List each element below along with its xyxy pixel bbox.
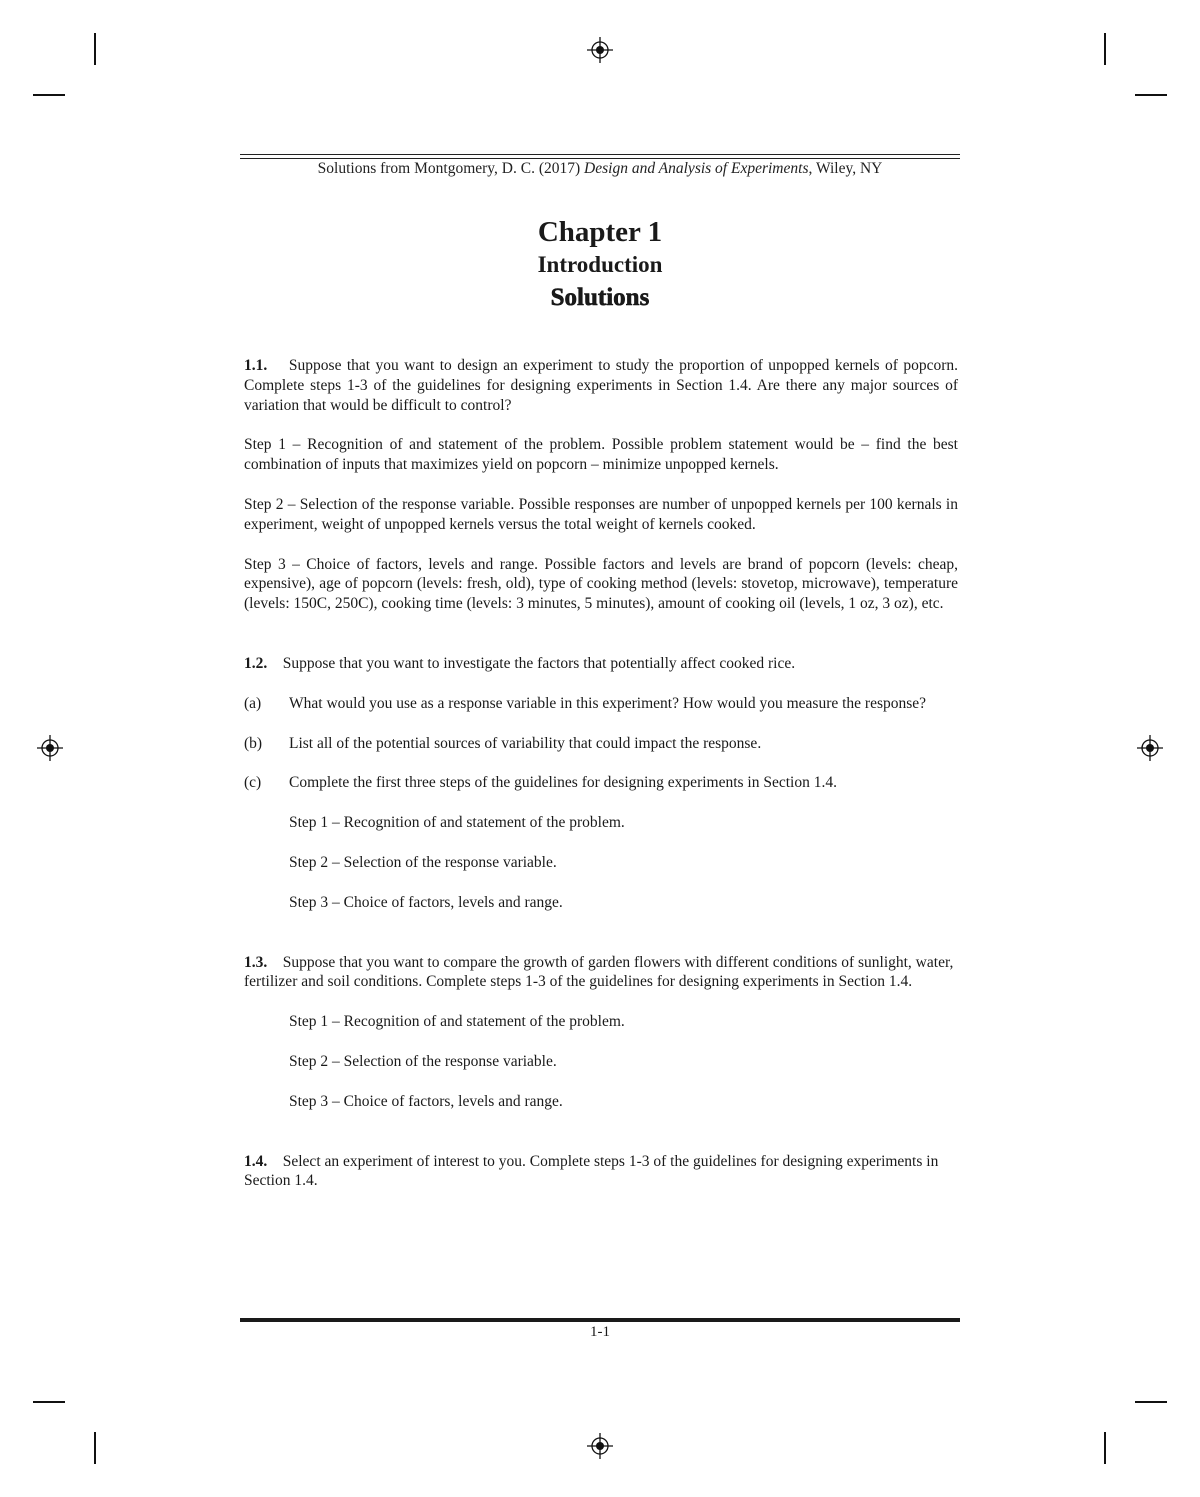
- crop-mark-bottom-left-horizontal: [33, 1401, 65, 1403]
- problem-1-2-part-a: [244, 694, 958, 714]
- problem-1-1: [244, 356, 958, 415]
- crop-mark-top-right-horizontal: [1135, 94, 1167, 96]
- registration-mark-bottom-icon: [587, 1433, 613, 1459]
- header-book-title: Design and Analysis of Experiments: [584, 160, 809, 177]
- page-content: [244, 356, 958, 1191]
- title-block: [240, 214, 960, 316]
- problem-1-2: [244, 654, 958, 674]
- problem-text: Select an experiment of interest to you. Complete steps 1-3 of the guidelines for designing experiments in Section 1.4.: [244, 1152, 939, 1190]
- header-citation: Solutions from Montgomery, D. C. (2017): [317, 160, 585, 177]
- part-text: What would you use as a response variable in this experiment? How would you measure the response?: [289, 694, 927, 712]
- part-text: List all of the potential sources of variability that could impact the response.: [289, 734, 762, 752]
- problem-1-4: [244, 1152, 958, 1192]
- registration-mark-top-icon: [587, 37, 613, 63]
- header-rule: [240, 154, 960, 159]
- part-label: (c): [244, 774, 262, 792]
- problem-1-2-part-b: [244, 734, 958, 754]
- chapter-title: Chapter 1: [537, 216, 663, 248]
- problem-1-1-step-1: Step 1 – Recognition of and statement of the problem. Possible problem statement would be – find the best combination of inputs that maximizes yield on popcorn – minimize unpopped kernels.: [244, 436, 958, 474]
- registration-mark-left-icon: [37, 735, 63, 761]
- part-label: (a): [244, 694, 262, 712]
- running-header: [240, 160, 960, 178]
- crop-mark-bottom-right-vertical: [1104, 1432, 1106, 1464]
- problem-number: 1.2.: [244, 654, 268, 672]
- problem-number: 1.1.: [244, 357, 268, 374]
- problem-1-3: [244, 953, 958, 993]
- problem-number: 1.4.: [244, 1152, 268, 1170]
- page-number: 1-1: [590, 1324, 610, 1340]
- problem-1-1-step-3: Step 3 – Choice of factors, levels and range. Possible factors and levels are brand of popcorn (levels: cheap, expensive), age of popcorn (levels: fresh, old), type of cooking method (levels: stovetop, microwave), temperature (levels: 150C, 250C), cooking time (levels: 3 minutes, 5 minutes), amount of cooking oil (levels, 1 oz, 3 oz), etc.: [244, 555, 958, 613]
- problem-text: Suppose that you want to design an experiment to study the proportion of unpopped kernels of popcorn. Complete steps 1-3 of the guidelines for designing experiments in Section 1.4. Are there any major sources of variation that would be difficult to control?: [244, 357, 958, 414]
- part-label: (b): [244, 734, 263, 752]
- solutions-title: Solutions: [550, 284, 650, 311]
- problem-1-3-step-2: Step 2 – Selection of the response variable.: [289, 1052, 557, 1070]
- problem-1-1-step-2: Step 2 – Selection of the response variable. Possible responses are number of unpopped kernels per 100 kernals in experiment, weight of unpopped kernels versus the total weight of kernels cooked.: [244, 495, 958, 533]
- problem-1-2-part-c: [244, 773, 958, 793]
- chapter-subtitle: Introduction: [537, 252, 663, 277]
- problem-1-2-step-2: Step 2 – Selection of the response variable.: [289, 853, 557, 871]
- footer-rule: [240, 1318, 960, 1322]
- header-publisher: , Wiley, NY: [808, 160, 883, 177]
- problem-1-3-step-1: Step 1 – Recognition of and statement of the problem.: [289, 1013, 625, 1031]
- crop-mark-bottom-left-vertical: [94, 1432, 96, 1464]
- problem-number: 1.3.: [244, 953, 268, 971]
- problem-1-3-step-3: Step 3 – Choice of factors, levels and range.: [289, 1092, 563, 1110]
- problem-text: Suppose that you want to compare the growth of garden flowers with different conditions of sunlight, water, fertilizer and soil conditions. Complete steps 1-3 of the guidelines for designing experiments in Section 1.4.: [244, 953, 954, 991]
- part-text: Complete the first three steps of the guidelines for designing experiments in Section 1.4.: [289, 774, 837, 792]
- crop-mark-top-right-vertical: [1104, 33, 1106, 65]
- problem-text: Suppose that you want to investigate the factors that potentially affect cooked rice.: [282, 654, 796, 672]
- crop-mark-top-left-horizontal: [33, 94, 65, 96]
- problem-1-2-step-3: Step 3 – Choice of factors, levels and range.: [289, 893, 563, 911]
- crop-mark-bottom-right-horizontal: [1135, 1401, 1167, 1403]
- problem-1-2-step-1: Step 1 – Recognition of and statement of the problem.: [289, 814, 625, 832]
- crop-mark-top-left-vertical: [94, 33, 96, 65]
- registration-mark-right-icon: [1137, 735, 1163, 761]
